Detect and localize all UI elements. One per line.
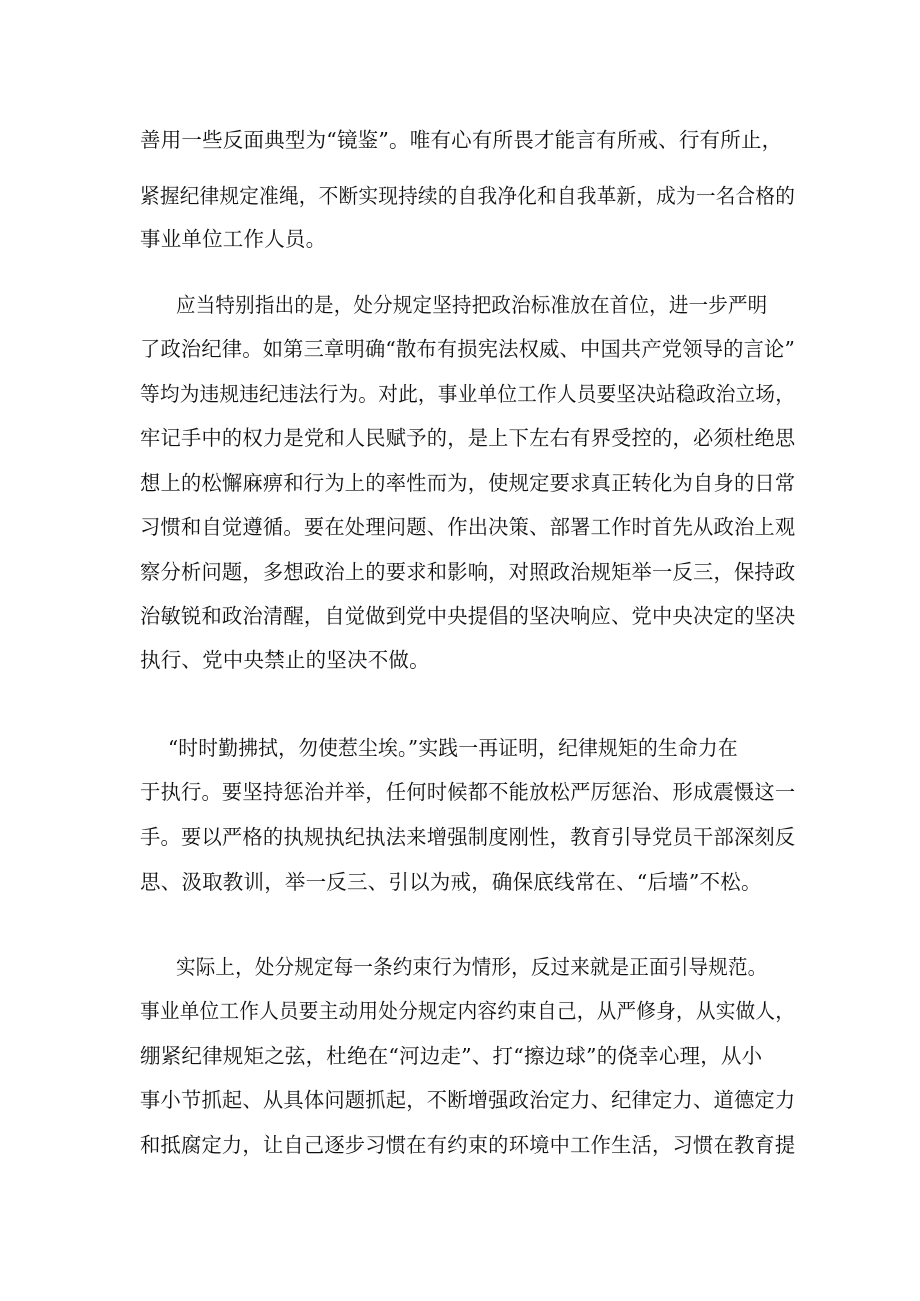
text-line: 事业单位工作人员。 <box>140 227 327 251</box>
text-line: 事业单位工作人员要主动用处分规定内容约束自己，从严修身，从实做人， <box>140 999 796 1023</box>
text-line: 想上的松懈麻痹和行为上的率性而为，使规定要求真正转化为自身的日常 <box>140 471 796 495</box>
text-line: 实际上，处分规定每一条约束行为情形，反过来就是正面引导规范。 <box>176 955 768 979</box>
text-line: 应当特别指出的是，处分规定坚持把政治标准放在首位，进一步严明 <box>176 293 768 317</box>
text-line: 于执行。要坚持惩治并举，任何时候都不能放松严厉惩治、形成震慑这一 <box>140 780 796 804</box>
text-line: 执行、党中央禁止的坚决不做。 <box>140 648 430 672</box>
text-line: 牢记手中的权力是党和人民赋予的，是上下左右有界受控的，必须杜绝思 <box>140 426 796 450</box>
text-line: 习惯和自觉遵循。要在处理问题、作出决策、部署工作时首先从政治上观 <box>140 515 796 539</box>
text-line: 手。要以严格的执规执纪执法来增强制度刚性，教育引导党员干部深刻反 <box>140 825 796 849</box>
text-line: 善用一些反面典型为“镜鉴”。唯有心有所畏才能言有所戒、行有所止， <box>140 128 783 152</box>
text-line: 思、汲取教训，举一反三、引以为戒，确保底线常在、“后墙”不松。 <box>140 870 762 894</box>
text-line: 和抵腐定力，让自己逐步习惯在有约束的环境中工作生活，习惯在教育提 <box>140 1133 796 1157</box>
text-line: 治敏锐和政治清醒，自觉做到党中央提倡的坚决响应、党中央决定的坚决 <box>140 604 796 628</box>
text-line: 事小节抓起、从具体问题抓起，不断增强政治定力、纪律定力、道德定力 <box>140 1088 796 1112</box>
text-line: 绷紧纪律规矩之弦，杜绝在“河边走”、打“擦边球”的侥幸心理，从小 <box>140 1044 763 1068</box>
text-line: 察分析问题，多想政治上的要求和影响，对照政治规矩举一反三，保持政 <box>140 560 796 584</box>
text-line: “时时勤拂拭，勿使惹尘埃。”实践一再证明，纪律规矩的生命力在 <box>168 736 738 760</box>
text-line: 等均为违规违纪违法行为。对此，事业单位工作人员要坚决站稳政治立场， <box>140 382 796 406</box>
text-line: 了政治纪律。如第三章明确“散布有损宪法权威、中国共产党领导的言论” <box>140 337 796 361</box>
text-line: 紧握纪律规定准绳，不断实现持续的自我净化和自我革新，成为一名合格的 <box>140 184 796 208</box>
